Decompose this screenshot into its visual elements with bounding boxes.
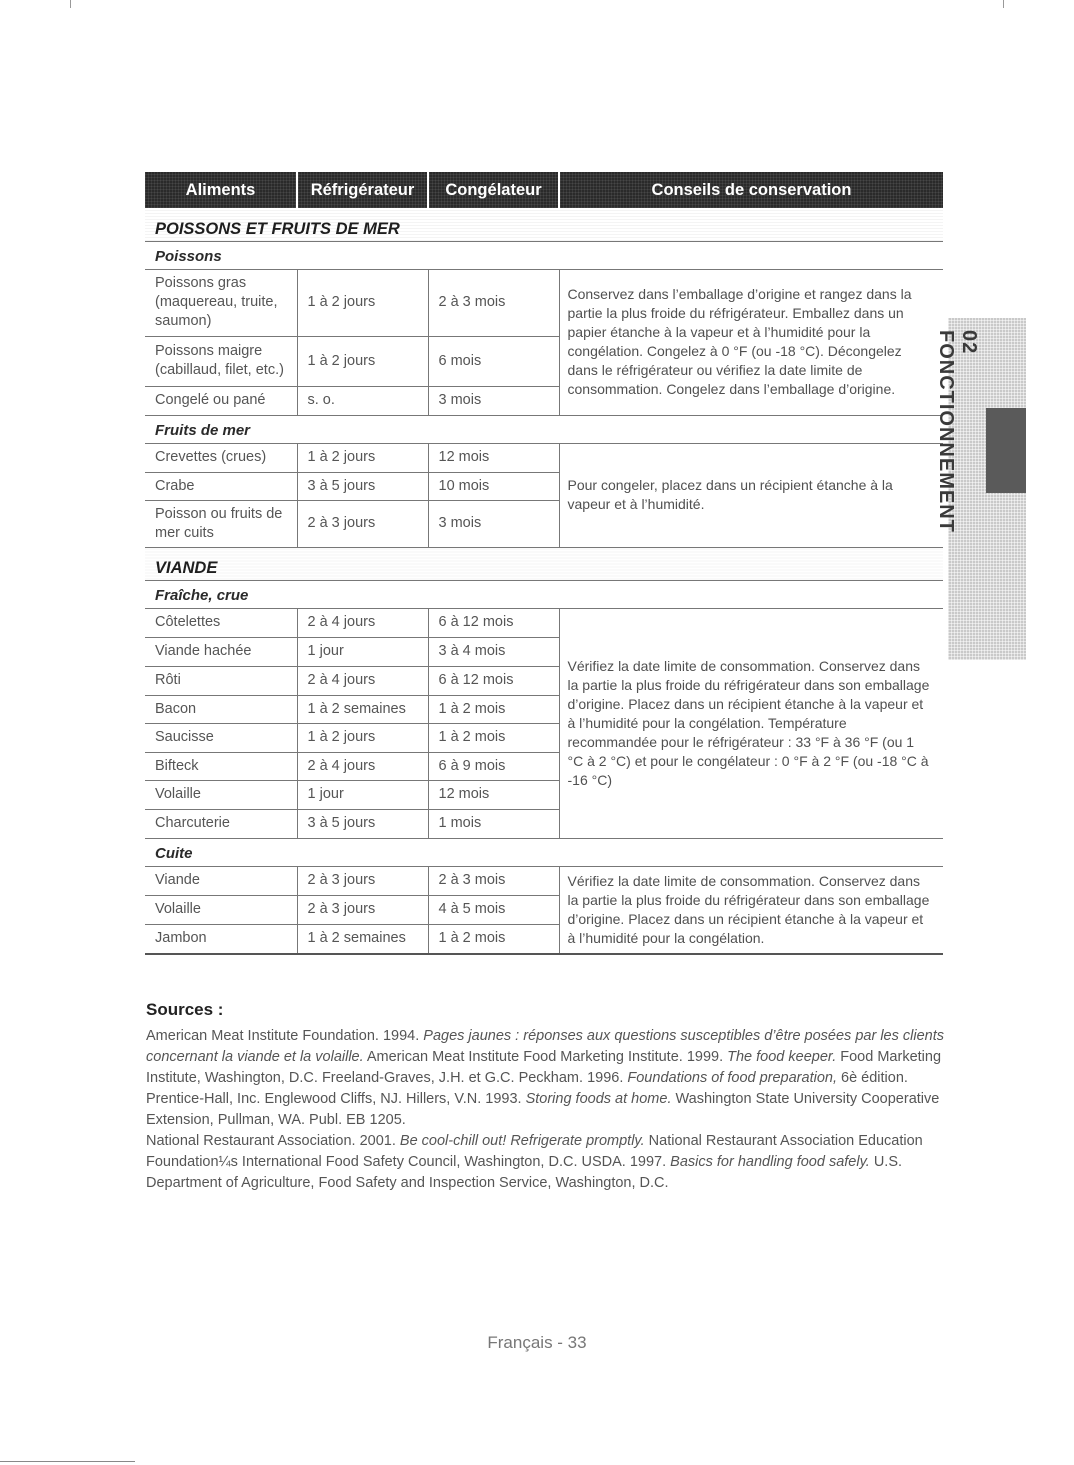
subcategory-row-cuite	[145, 838, 943, 866]
subcategory-title-poissons: Poissons	[145, 241, 943, 269]
freezer-cell: 1 à 2 mois	[428, 723, 559, 752]
food-cell: Volaille	[145, 895, 297, 924]
fridge-cell: 2 à 3 jours	[297, 866, 428, 895]
fridge-cell: 1 jour	[297, 637, 428, 666]
subcategory-title-fraiche: Fraîche, crue	[145, 580, 943, 608]
freezer-cell: 1 à 2 mois	[428, 695, 559, 723]
freezer-cell: 6 mois	[428, 336, 559, 386]
fridge-cell: 2 à 4 jours	[297, 666, 428, 695]
food-cell: Côtelettes	[145, 608, 297, 637]
source-title-italic: Be cool-chill out! Refrigerate promptly.	[399, 1133, 645, 1149]
source-title-italic: Foundations of food preparation,	[627, 1070, 837, 1086]
chapter-side-tab-label: 02 FONCTIONNEMENT	[935, 330, 980, 533]
sources-section	[146, 1000, 946, 1194]
fridge-cell: 1 à 2 semaines	[297, 924, 428, 954]
subcategory-row-poissons	[145, 241, 943, 269]
food-cell: Poissons maigre (cabillaud, filet, etc.)	[145, 336, 297, 386]
source-text: Washington State University Cooperative Extension, Pullman, WA. Publ. EB 1205.	[146, 1091, 940, 1128]
freezer-cell: 12 mois	[428, 780, 559, 809]
food-cell: Charcuterie	[145, 809, 297, 838]
subcategory-row-fraiche	[145, 580, 943, 608]
food-cell: Jambon	[145, 924, 297, 954]
freezer-cell: 6 à 12 mois	[428, 608, 559, 637]
subcategory-title-fruits-de-mer: Fruits de mer	[145, 415, 943, 443]
freezer-cell: 3 à 4 mois	[428, 637, 559, 666]
chapter-side-tab-marker	[986, 408, 1026, 493]
fridge-cell: 1 à 2 jours	[297, 269, 428, 336]
freezer-cell: 3 mois	[428, 500, 559, 547]
header-congelateur: Congélateur	[428, 172, 559, 208]
food-cell: Viande hachée	[145, 637, 297, 666]
subcategory-row-fruits-de-mer	[145, 415, 943, 443]
source-text: U.S. Department of Agriculture, Food Safety and Inspection Service, Washington, D.C.	[146, 1154, 903, 1191]
freezer-cell: 4 à 5 mois	[428, 895, 559, 924]
freezer-cell: 1 à 2 mois	[428, 924, 559, 954]
tip-cell: Pour congeler, placez dans un récipient étanche à la vapeur et à l’humidité.	[559, 443, 943, 547]
food-cell: Rôti	[145, 666, 297, 695]
table-row	[145, 443, 943, 472]
sources-title: Sources :	[146, 1000, 224, 1019]
source-text: National Restaurant Association Education Foundation¼s International Food Safety Council, Washington, D.C. USDA. 1997.	[146, 1133, 923, 1170]
storage-table-container	[145, 172, 943, 955]
fridge-cell: 2 à 4 jours	[297, 752, 428, 780]
source-title-italic: Pages jaunes : réponses aux questions susceptibles d’être posées par les clients concernant la viande et la volaille.	[146, 1028, 944, 1065]
freezer-cell: 10 mois	[428, 472, 559, 500]
food-cell: Congelé ou pané	[145, 386, 297, 415]
source-title-italic: Basics for handling food safely.	[670, 1154, 870, 1170]
freezer-cell: 3 mois	[428, 386, 559, 415]
food-cell: Saucisse	[145, 723, 297, 752]
food-cell: Crevettes (crues)	[145, 443, 297, 472]
source-text: American Meat Institute Foundation. 1994.	[146, 1028, 424, 1044]
crop-mark-left	[70, 0, 71, 8]
food-cell: Crabe	[145, 472, 297, 500]
tip-cell: Vérifiez la date limite de consommation. Conservez dans la partie la plus froide du réfrigérateur dans son emballage d’origine. Placez dans un récipient étanche à la vapeur et à l’humidité pour la congélation. Température recommandée pour le réfrigérateur : 33 °F à 36 °F (ou 1 °C à 2 °C) et pour le congélateur : 0 °F à 2 °F (ou -18 °C à -16 °C)	[559, 608, 943, 838]
table-row	[145, 866, 943, 895]
crop-mark-right	[1003, 0, 1004, 8]
freezer-cell: 2 à 3 mois	[428, 269, 559, 336]
freezer-cell: 6 à 12 mois	[428, 666, 559, 695]
food-cell: Poisson ou fruits de mer cuits	[145, 500, 297, 547]
fridge-cell: 2 à 3 jours	[297, 500, 428, 547]
category-row-meat	[145, 547, 943, 580]
food-cell: Viande	[145, 866, 297, 895]
page-footer: Français - 33	[487, 1333, 587, 1352]
category-row-fish	[145, 208, 943, 241]
tip-cell: Vérifiez la date limite de consommation. Conservez dans la partie la plus froide du réfrigérateur dans son emballage d’origine. Placez dans un récipient étanche à la vapeur et à l’humidité pour la congélation.	[559, 866, 943, 954]
food-cell: Bifteck	[145, 752, 297, 780]
fridge-cell: 2 à 4 jours	[297, 608, 428, 637]
food-cell: Bacon	[145, 695, 297, 723]
source-text: National Restaurant Association. 2001.	[146, 1133, 400, 1149]
table-header-row	[145, 172, 943, 208]
fridge-cell: 1 à 2 jours	[297, 723, 428, 752]
category-title-fish: POISSONS ET FRUITS DE MER	[145, 208, 943, 241]
fridge-cell: s. o.	[297, 386, 428, 415]
fridge-cell: 2 à 3 jours	[297, 895, 428, 924]
crop-mark-bottom	[0, 1461, 135, 1462]
header-refrigerateur: Réfrigérateur	[297, 172, 428, 208]
header-conseils: Conseils de conservation	[559, 172, 943, 208]
source-text: American Meat Institute Food Marketing Institute. 1999.	[363, 1049, 728, 1065]
source-text: Food Marketing Institute, Washington, D.C. Freeland-Graves, J.H. et G.C. Peckham. 1996.	[146, 1049, 942, 1086]
source-title-italic: The food keeper.	[727, 1049, 837, 1065]
food-cell: Poissons gras (maquereau, truite, saumon)	[145, 269, 297, 336]
fridge-cell: 1 à 2 jours	[297, 336, 428, 386]
food-cell: Volaille	[145, 780, 297, 809]
freezer-cell: 12 mois	[428, 443, 559, 472]
tip-cell: Conservez dans l’emballage d’origine et rangez dans la partie la plus froide du réfrigérateur. Emballez dans un papier étanche à la vapeur et à l’humidité pour la congélation. Congelez à 0 °F (ou -18 °C). Décongelez dans le réfrigérateur ou vérifiez la date limite de consommation. Congelez dans l’emballage d’origine.	[559, 269, 943, 415]
fridge-cell: 1 à 2 semaines	[297, 695, 428, 723]
fridge-cell: 1 jour	[297, 780, 428, 809]
table-row	[145, 608, 943, 637]
food-storage-table	[145, 172, 943, 955]
subcategory-title-cuite: Cuite	[145, 838, 943, 866]
sources-paragraph-2	[146, 1131, 946, 1194]
fridge-cell: 1 à 2 jours	[297, 443, 428, 472]
table-row	[145, 269, 943, 336]
source-text: 6è édition. Prentice-Hall, Inc. Englewood Cliffs, NJ. Hillers, V.N. 1993.	[146, 1070, 908, 1107]
freezer-cell: 2 à 3 mois	[428, 866, 559, 895]
sources-paragraph-1	[146, 1026, 946, 1131]
fridge-cell: 3 à 5 jours	[297, 472, 428, 500]
header-aliments: Aliments	[145, 172, 297, 208]
source-title-italic: Storing foods at home.	[525, 1091, 672, 1107]
freezer-cell: 6 à 9 mois	[428, 752, 559, 780]
fridge-cell: 3 à 5 jours	[297, 809, 428, 838]
freezer-cell: 1 mois	[428, 809, 559, 838]
category-title-meat: VIANDE	[145, 547, 943, 580]
